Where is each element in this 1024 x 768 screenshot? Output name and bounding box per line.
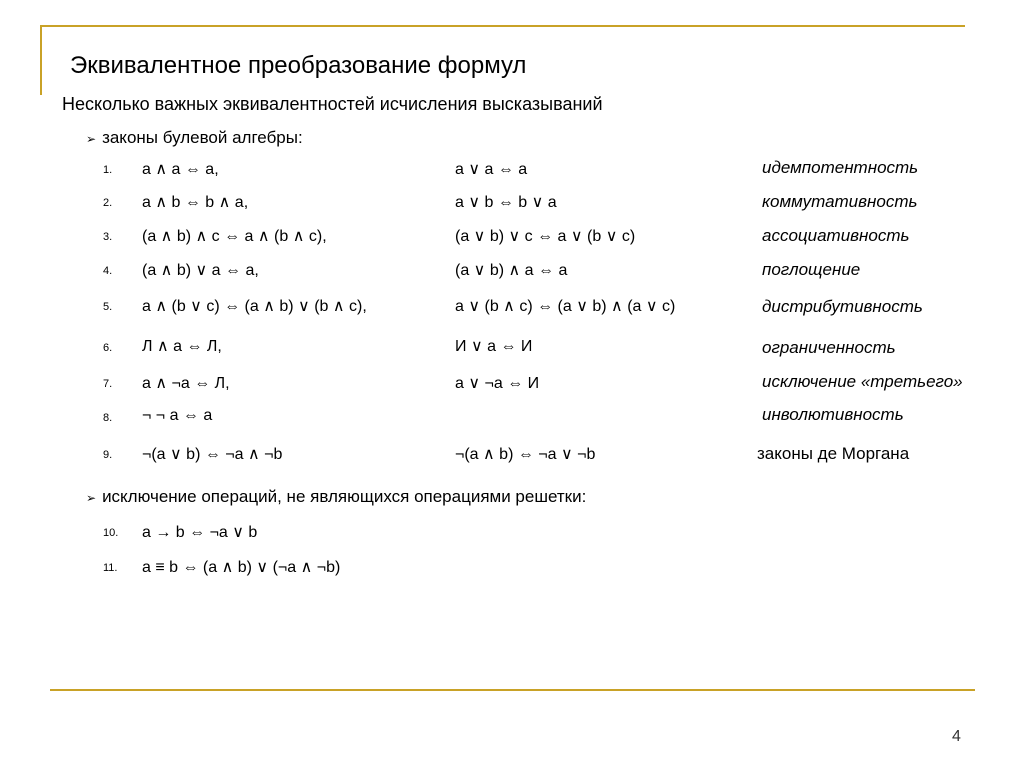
law-number: 1. [103, 164, 113, 176]
page-number: 4 [952, 728, 961, 745]
law-name: дистрибутивность [762, 297, 923, 316]
law-name: инволютивность [762, 405, 904, 424]
law-name: коммутативность [762, 192, 918, 211]
law-name: поглощение [762, 260, 861, 279]
law-formula-right: a ∨ ¬a ⇔ И [455, 375, 540, 392]
law-formula: a ≡ b ⇔ (a ∧ b) ∨ (¬a ∧ ¬b) [142, 559, 341, 576]
law-number: 5. [103, 301, 113, 313]
bullet-arrow-icon: ➢ [86, 132, 97, 146]
law-formula-right: a ∨ b ⇔ b ∨ a [455, 194, 557, 211]
law-formula-right: a ∨ a ⇔ a [455, 161, 528, 178]
law-formula-left: ¬(a ∨ b) ⇔ ¬a ∧ ¬b [142, 446, 283, 463]
subtitle: Несколько важных эквивалентностей исчисления высказываний [62, 94, 603, 114]
section-boolean-algebra [86, 128, 303, 148]
section-label: исключение операций, не являющихся операциями решетки: [102, 487, 587, 506]
law-formula-left: Л ∧ a ⇔ Л, [142, 338, 222, 355]
law-number: 8. [103, 412, 113, 424]
law-formula-left: (a ∧ b) ∧ c ⇔ a ∧ (b ∧ c), [142, 228, 327, 245]
top-rule [40, 25, 965, 27]
bottom-rule [50, 689, 975, 691]
law-name: законы де Моргана [757, 444, 910, 463]
law-number: 4. [103, 265, 113, 277]
law-number: 6. [103, 342, 113, 354]
law-name: идемпотентность [762, 158, 919, 177]
bullet-arrow-icon: ➢ [86, 491, 97, 505]
law-number: 3. [103, 231, 113, 243]
law-formula-right: (a ∨ b) ∧ a ⇔ a [455, 262, 568, 279]
law-formula-left: (a ∧ b) ∨ a ⇔ a, [142, 262, 259, 279]
page-title: Эквивалентное преобразование формул [70, 52, 527, 79]
law-formula-left: a ∧ ¬a ⇔ Л, [142, 375, 230, 392]
section-label: законы булевой алгебры: [102, 128, 303, 147]
law-formula-right: И ∨ a ⇔ И [455, 338, 533, 355]
law-formula-left: ¬ ¬ a ⇔ a [142, 407, 213, 424]
law-number: 11. [103, 562, 118, 574]
law-formula-right: a ∨ (b ∧ c) ⇔ (a ∨ b) ∧ (a ∨ c) [455, 298, 676, 315]
law-name: ограниченность [762, 338, 896, 357]
section-operation-elimination [86, 487, 586, 507]
law-formula: a → b ⇔ ¬a ∨ b [142, 524, 258, 541]
law-formula-left: a ∧ (b ∨ c) ⇔ (a ∧ b) ∨ (b ∧ c), [142, 298, 367, 315]
law-formula-left: a ∧ b ⇔ b ∧ a, [142, 194, 249, 211]
law-name: ассоциативность [762, 226, 910, 245]
law-number: 10. [103, 527, 119, 539]
law-number: 7. [103, 378, 113, 390]
law-formula-right: (a ∨ b) ∨ c ⇔ a ∨ (b ∨ c) [455, 228, 636, 245]
law-number: 9. [103, 449, 113, 461]
law-name: исключение «третьего» [762, 372, 963, 391]
law-number: 2. [103, 197, 113, 209]
left-rule [40, 25, 42, 95]
law-formula-left: a ∧ a ⇔ a, [142, 161, 219, 178]
law-formula-right: ¬(a ∧ b) ⇔ ¬a ∨ ¬b [455, 446, 596, 463]
